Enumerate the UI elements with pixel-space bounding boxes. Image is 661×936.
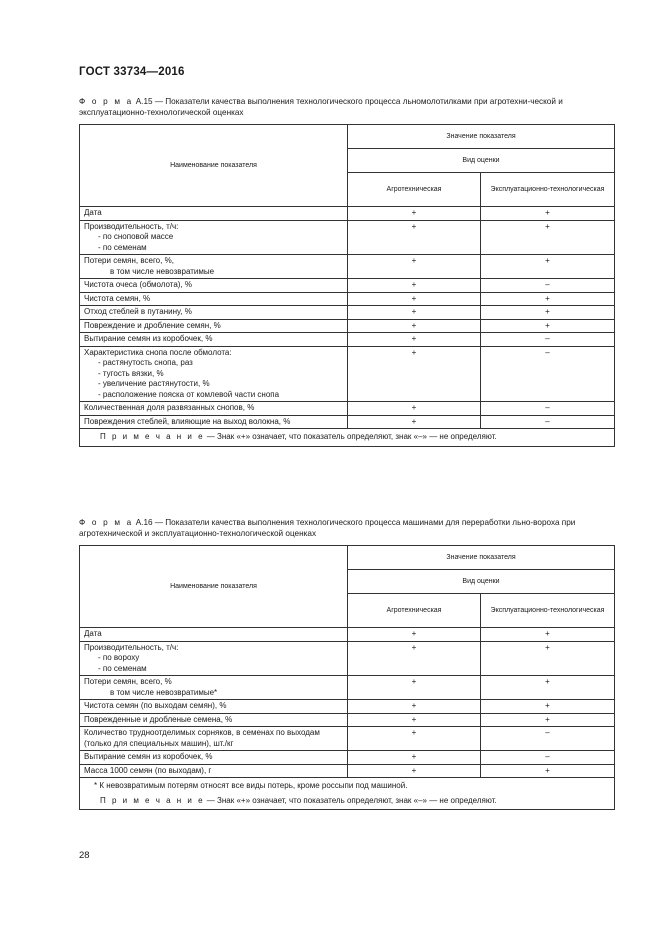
header-assessment-type: Вид оценки xyxy=(348,149,615,173)
header-indicator-value: Значение показателя xyxy=(348,546,615,570)
operational-mark: + xyxy=(481,220,615,255)
operational-mark: + xyxy=(481,292,615,306)
header-indicator-value: Значение показателя xyxy=(348,125,615,149)
operational-mark: – xyxy=(481,279,615,293)
agrotechnical-mark: + xyxy=(348,220,481,255)
indicator-name-cell xyxy=(80,751,348,765)
agrotechnical-mark: + xyxy=(348,319,481,333)
operational-mark: + xyxy=(481,207,615,221)
operational-mark: + xyxy=(481,764,615,778)
indicator-name-cell xyxy=(80,764,348,778)
indicator-name: Количество трудноотделимых сорняков, в семенах по выходам (только для специальных машин), шт./кг xyxy=(84,728,320,748)
form-a16-caption xyxy=(79,517,615,539)
indicator-name: Дата xyxy=(84,208,102,217)
header-agrotechnical: Агротехническая xyxy=(348,594,481,628)
header-operational: Эксплуатационно-технологическая xyxy=(481,173,615,207)
agrotechnical-mark: + xyxy=(348,292,481,306)
indicator-name-cell xyxy=(80,255,348,279)
indicator-name: Масса 1000 семян (по выходам), г xyxy=(84,765,212,775)
note-label: П р и м е ч а н и е xyxy=(100,432,205,441)
indicator-subitem: - по семенам xyxy=(98,242,147,252)
note-row xyxy=(80,429,615,447)
note-text: — Знак «+» означает, что показатель определяют, знак «–» — не определяют. xyxy=(204,795,497,805)
indicator-name-cell xyxy=(80,415,348,429)
indicator-name: Характеристика снопа после обмолота: xyxy=(84,347,232,357)
indicator-subitem: в том числе невозвратимые xyxy=(110,266,215,276)
table-row xyxy=(80,402,615,416)
indicator-name-cell xyxy=(80,346,348,402)
agrotechnical-mark: + xyxy=(348,764,481,778)
operational-mark: + xyxy=(481,255,615,279)
indicator-subitem: - тугость вязки, % xyxy=(98,368,164,378)
indicator-name-cell xyxy=(80,306,348,320)
operational-mark: – xyxy=(481,751,615,765)
form-a16-table xyxy=(79,545,615,810)
operational-mark: – xyxy=(481,402,615,416)
indicator-name: Чистота семян, % xyxy=(84,293,151,303)
table-row xyxy=(80,279,615,293)
indicator-name-cell xyxy=(80,220,348,255)
agrotechnical-mark: + xyxy=(348,207,481,221)
operational-mark: + xyxy=(481,676,615,700)
indicator-subitem: - по сноповой массе xyxy=(98,232,174,241)
form-a15-caption xyxy=(79,96,615,118)
note-row xyxy=(80,778,615,810)
footnote: * К невозвратимым потерям относят все виды потерь, кроме россыпи под машиной. xyxy=(94,781,408,790)
operational-mark: – xyxy=(481,346,615,402)
indicator-name: Повреждение и дробление семян, % xyxy=(84,320,221,330)
indicator-subitem: - по семенам xyxy=(98,663,147,673)
agrotechnical-mark: + xyxy=(348,751,481,765)
indicator-name: Вытирание семян из коробочек, % xyxy=(84,752,213,761)
form-a16-caption-prefix: Ф о р м а xyxy=(79,518,134,527)
agrotechnical-mark: + xyxy=(348,700,481,714)
table-row xyxy=(80,713,615,727)
note-cell xyxy=(80,778,615,810)
agrotechnical-mark: + xyxy=(348,713,481,727)
header-indicator-name: Наименование показателя xyxy=(80,546,348,628)
indicator-name-cell xyxy=(80,333,348,347)
page-number: 28 xyxy=(79,850,90,861)
operational-mark: + xyxy=(481,700,615,714)
indicator-name: Чистота семян (по выходам семян), % xyxy=(84,701,227,710)
table-row xyxy=(80,255,615,279)
indicator-subitem: - увеличение растянутости, % xyxy=(98,379,210,388)
table-row xyxy=(80,220,615,255)
indicator-name-cell xyxy=(80,727,348,751)
indicator-name-cell xyxy=(80,713,348,727)
agrotechnical-mark: + xyxy=(348,333,481,347)
note-cell xyxy=(80,429,615,447)
agrotechnical-mark: + xyxy=(348,346,481,402)
indicator-name: Отход стеблей в путанину, % xyxy=(84,307,192,316)
indicator-subitem: в том числе невозвратимые* xyxy=(110,687,218,697)
operational-mark: + xyxy=(481,306,615,320)
agrotechnical-mark: + xyxy=(348,279,481,293)
indicator-name: Потери семян, всего, %, xyxy=(84,256,174,265)
table-row xyxy=(80,292,615,306)
agrotechnical-mark: + xyxy=(348,641,481,676)
header-agrotechnical: Агротехническая xyxy=(348,173,481,207)
indicator-name-cell xyxy=(80,700,348,714)
indicator-name: Потери семян, всего, % xyxy=(84,677,172,686)
agrotechnical-mark: + xyxy=(348,676,481,700)
indicator-name: Повреждения стеблей, влияющие на выход волокна, % xyxy=(84,416,291,426)
table-row xyxy=(80,207,615,221)
note-text: — Знак «+» означает, что показатель определяют, знак «–» — не определяют. xyxy=(204,432,497,441)
header-operational: Эксплуатационно-технологическая xyxy=(481,594,615,628)
form-a15-caption-text: А.15 — Показатели качества выполнения технологического процесса льномолотилками при агротехни-ческой и эксплуатационно-технологической оценках xyxy=(79,97,563,117)
agrotechnical-mark: + xyxy=(348,255,481,279)
operational-mark: + xyxy=(481,641,615,676)
operational-mark: + xyxy=(481,628,615,642)
indicator-name: Количественная доля развязанных снопов, % xyxy=(84,403,255,412)
table-row xyxy=(80,641,615,676)
indicator-name-cell xyxy=(80,641,348,676)
indicator-name: Поврежденные и дробленые семена, % xyxy=(84,714,233,724)
indicator-name-cell xyxy=(80,628,348,642)
operational-mark: – xyxy=(481,415,615,429)
table-row xyxy=(80,676,615,700)
operational-mark: – xyxy=(481,727,615,751)
agrotechnical-mark: + xyxy=(348,306,481,320)
indicator-subitem: - расположение пояска от комлевой части снопа xyxy=(98,389,280,399)
table-row xyxy=(80,333,615,347)
table-row xyxy=(80,751,615,765)
operational-mark: + xyxy=(481,319,615,333)
table-row xyxy=(80,764,615,778)
table-row xyxy=(80,628,615,642)
indicator-name: Производительность, т/ч: xyxy=(84,642,179,652)
table-row xyxy=(80,727,615,751)
form-a15-caption-prefix: Ф о р м а xyxy=(79,97,134,106)
agrotechnical-mark: + xyxy=(348,415,481,429)
table-row xyxy=(80,346,615,402)
indicator-name: Производительность, т/ч: xyxy=(84,221,179,231)
agrotechnical-mark: + xyxy=(348,628,481,642)
table-row xyxy=(80,415,615,429)
note-label: П р и м е ч а н и е xyxy=(100,795,205,805)
form-a15-table xyxy=(79,124,615,447)
operational-mark: + xyxy=(481,713,615,727)
indicator-subitem: - по вороху xyxy=(98,653,140,662)
indicator-name-cell xyxy=(80,676,348,700)
operational-mark: – xyxy=(481,333,615,347)
header-assessment-type: Вид оценки xyxy=(348,570,615,594)
agrotechnical-mark: + xyxy=(348,402,481,416)
indicator-name: Чистота очеса (обмолота), % xyxy=(84,280,193,289)
indicator-name-cell xyxy=(80,402,348,416)
indicator-subitem: - растянутость снопа, раз xyxy=(98,358,193,367)
indicator-name-cell xyxy=(80,319,348,333)
indicator-name-cell xyxy=(80,279,348,293)
form-a16-caption-text: А.16 — Показатели качества выполнения технологического процесса машинами для переработки льно-вороха при агротехнической и эксплуатационно-технологической оценках xyxy=(79,518,576,538)
agrotechnical-mark: + xyxy=(348,727,481,751)
indicator-name: Дата xyxy=(84,629,102,638)
header-indicator-name: Наименование показателя xyxy=(80,125,348,207)
table-row xyxy=(80,306,615,320)
document-header: ГОСТ 33734—2016 xyxy=(79,66,185,78)
table-row xyxy=(80,319,615,333)
indicator-name: Вытирание семян из коробочек, % xyxy=(84,334,213,343)
table-row xyxy=(80,700,615,714)
indicator-name-cell xyxy=(80,292,348,306)
indicator-name-cell xyxy=(80,207,348,221)
